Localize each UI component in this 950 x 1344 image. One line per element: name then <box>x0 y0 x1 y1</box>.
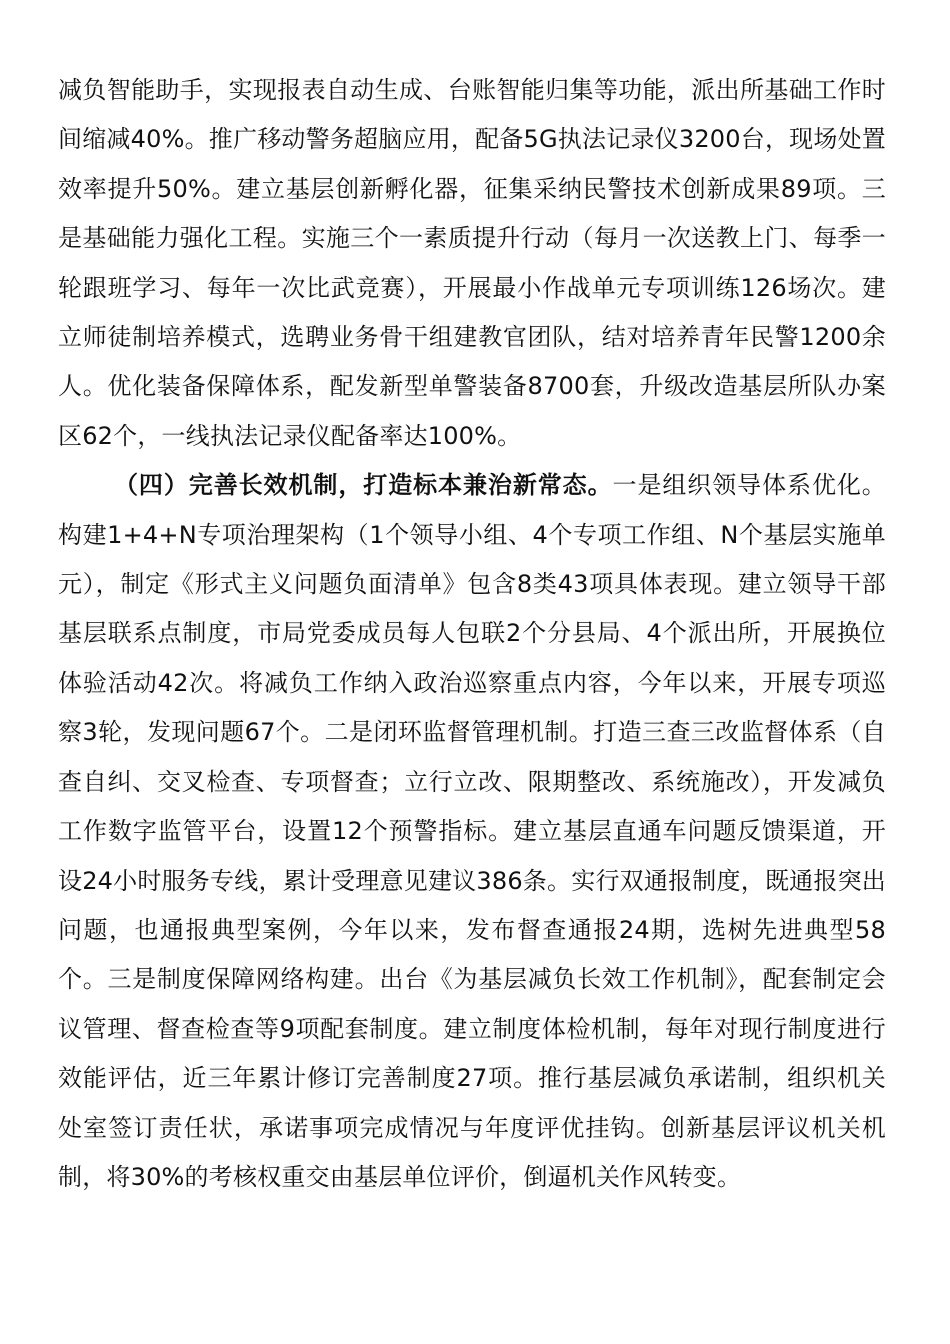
document-body <box>58 66 886 1202</box>
section-body-text: 一是组织领导体系优化。构建1+4+N专项治理架构（1个领导小组、4个专项工作组、N个基层实施单元），制定《形式主义问题负面清单》包含8类43项具体表现。建立领导干部基层联系点制度，市局党委成员每人包联2个分县局、4个派出所，开展换位体验活动42次。将减负工作纳入政治巡察重点内容，今年以来，开展专项巡察3轮，发现问题67个。二是闭环监督管理机制。打造三查三改监督体系（自查自纠、交叉检查、专项督查；立行立改、限期整改、系统施改），开发减负工作数字监管平台，设置12个预警指标。建立基层直通车问题反馈渠道，开设24小时服务专线，累计受理意见建议386条。实行双通报制度，既通报突出问题，也通报典型案例，今年以来，发布督查通报24期，选树先进典型58个。三是制度保障网络构建。出台《为基层减负长效工作机制》，配套制定会议管理、督查检查等9项配套制度。建立制度体检机制，每年对现行制度进行效能评估，近三年累计修订完善制度27项。推行基层减负承诺制，组织机关处室签订责任状，承诺事项完成情况与年度评优挂钩。创新基层评议机关机制，将30%的考核权重交由基层单位评价，倒逼机关作风转变。 <box>58 471 886 1191</box>
paragraph-section-four <box>58 461 886 1202</box>
paragraph-continuation: 减负智能助手，实现报表自动生成、台账智能归集等功能，派出所基础工作时间缩减40%。推广移动警务超脑应用，配备5G执法记录仪3200台，现场处置效率提升50%。建立基层创新孵化器，征集采纳民警技术创新成果89项。三是基础能力强化工程。实施三个一素质提升行动（每月一次送教上门、每季一轮跟班学习、每年一次比武竞赛），开展最小作战单元专项训练126场次。建立师徒制培养模式，选聘业务骨干组建教官团队，结对培养青年民警1200余人。优化装备保障体系，配发新型单警装备8700套，升级改造基层所队办案区62个，一线执法记录仪配备率达100%。 <box>58 76 886 450</box>
section-heading: （四）完善长效机制，打造标本兼治新常态。 <box>114 471 613 500</box>
